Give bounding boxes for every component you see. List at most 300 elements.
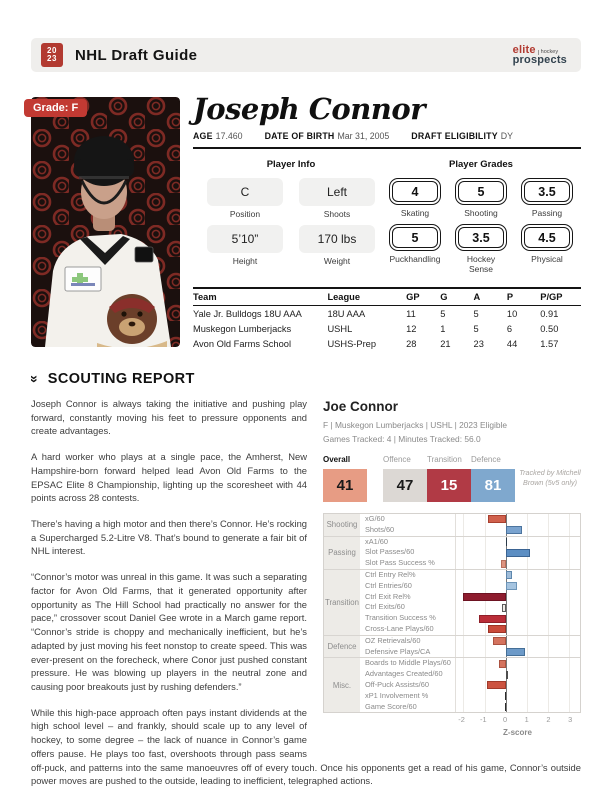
metric-label: Shots/60: [365, 524, 395, 534]
metric-label: Transition Success %: [365, 613, 436, 623]
info-cell: [207, 178, 283, 219]
summary-label: Defence: [471, 455, 501, 465]
gridline: [569, 547, 570, 558]
info-cell: [299, 225, 375, 266]
stats-column-header: Team: [193, 288, 327, 306]
gridline: [548, 613, 549, 624]
zero-line: [506, 702, 507, 713]
gridline: [569, 624, 570, 635]
gridline: [569, 658, 570, 669]
metric-label: Ctrl Entry Rel%: [365, 570, 416, 580]
stats-cell: 21: [440, 338, 451, 349]
gridline: [569, 636, 570, 647]
grade-cell: [455, 224, 507, 274]
metric-bar: [501, 560, 506, 568]
gridline: [527, 537, 528, 548]
season-stats-table: [193, 287, 581, 351]
gridline: [463, 658, 464, 669]
stats-row: [193, 306, 581, 322]
gridline: [548, 592, 549, 603]
metric-bar-area: [455, 592, 580, 603]
gridline: [527, 702, 528, 713]
gridline: [463, 613, 464, 624]
metric-group-rows: [360, 636, 580, 658]
gridline: [485, 570, 486, 581]
meta-label: DATE OF BIRTH: [264, 131, 335, 141]
metric-group: [324, 536, 580, 569]
gridline: [548, 691, 549, 702]
chart-summary-row: [323, 454, 581, 502]
report-paragraph: A hard worker who plays at a single pace, the Amherst, New Hampshire-born forward helped lead Avon Old Farms to the EPSAC Elite 8 Championship, lighting up the scoresheet with 44 points across 28 contests.: [31, 451, 307, 504]
axis-tick: 0: [502, 715, 508, 725]
metric-bar-area: [455, 570, 580, 581]
stats-row: [193, 321, 581, 336]
metric-bar: [487, 681, 506, 689]
double-chevron-icon: »: [26, 375, 43, 383]
metric-label: Boards to Middle Plays/60: [365, 658, 451, 668]
gridline: [569, 602, 570, 613]
meta-value: 17.460: [215, 131, 243, 141]
gridline: [569, 514, 570, 525]
metric-label: Game Score/60: [365, 701, 417, 711]
year-badge: [41, 43, 63, 67]
summary-label: Transition: [427, 455, 462, 465]
metric-bar-area: [455, 636, 580, 647]
zero-line: [506, 592, 507, 603]
grade-badge: Grade: F: [24, 99, 87, 117]
gridline: [548, 547, 549, 558]
gridline: [463, 525, 464, 536]
gridline: [569, 613, 570, 624]
gridline: [527, 613, 528, 624]
stats-cell: 0.50: [540, 323, 559, 334]
year-top: 20: [47, 45, 57, 55]
player-info-header: Player Info: [266, 159, 316, 170]
chart-x-axis: [323, 715, 581, 725]
gridline: [527, 669, 528, 680]
player-meta-row: [193, 131, 581, 141]
meta-item: [411, 131, 513, 141]
gridline: [463, 624, 464, 635]
metric-group-label: Passing: [324, 537, 360, 569]
gridline: [463, 558, 464, 569]
metric-bar-area: [455, 624, 580, 635]
stats-column-header: P/GP: [540, 288, 581, 306]
summary-label: Overall: [323, 455, 351, 465]
metric-row: [360, 647, 580, 658]
report-paragraph: While this high-pace approach often pays instant dividends at the high school level – and frankly, should scale up to any level of hockey, to some degree – the lack of nuance in Connor’s game offers pause. He plays too fast, overshoots through pass seams off-puck, and patterns into the same manoeuvres off of every touch. Once his opponents get a read of his game, Connor’s outside power moves are pushed to the outside, leading to inefficient, telegraphed actions.: [31, 706, 581, 787]
grade-label: Physical: [531, 254, 563, 264]
stats-cell: 18U AAA: [327, 308, 366, 319]
gridline: [569, 537, 570, 548]
metric-row: [360, 680, 580, 691]
gridline: [569, 647, 570, 658]
scouting-report-header: [26, 371, 581, 387]
grade-value: 3.5: [458, 227, 504, 248]
stats-cell: 23: [473, 338, 484, 349]
gridline: [485, 525, 486, 536]
gridline: [485, 702, 486, 713]
metric-group: [324, 657, 580, 712]
gridline: [485, 602, 486, 613]
stats-cell: Avon Old Farms School: [193, 338, 292, 349]
stats-cell: 1.57: [540, 338, 559, 349]
metric-group-rows: [360, 537, 580, 569]
grade-cell: [389, 178, 441, 218]
logo-elite-text: elite: [512, 43, 536, 56]
metric-label: Ctrl Entries/60: [365, 580, 412, 590]
summary-transition: [427, 454, 471, 502]
grade-value-box: [389, 224, 441, 251]
metric-group-rows: [360, 570, 580, 635]
gridline: [548, 581, 549, 592]
meta-item: [265, 131, 390, 141]
grade-label: Hockey Sense: [466, 254, 496, 274]
metric-group-rows: [360, 658, 580, 712]
stats-column-header: League: [327, 288, 406, 306]
gridline: [527, 680, 528, 691]
metric-row: [360, 691, 580, 702]
metric-bar-area: [455, 525, 580, 536]
metric-label: Advantages Created/60: [365, 669, 443, 679]
gridline: [527, 592, 528, 603]
metric-label: Ctrl Exit Rel%: [365, 591, 411, 601]
metric-label: Ctrl Exits/60: [365, 602, 405, 612]
info-value-box: C: [207, 178, 283, 206]
metric-bar: [506, 571, 512, 579]
guide-title: NHL Draft Guide: [75, 46, 198, 64]
metric-label: OZ Retrievals/60: [365, 635, 421, 645]
summary-label: Offence: [383, 455, 411, 465]
metric-row: [360, 602, 580, 613]
gridline: [569, 691, 570, 702]
gridline: [569, 680, 570, 691]
logo-prospects-text: prospects: [512, 53, 567, 66]
divider-rule: [193, 147, 581, 149]
zero-line: [506, 691, 507, 702]
stats-table-body: [193, 306, 581, 352]
gridline: [485, 558, 486, 569]
summary-defence: [471, 454, 515, 502]
grade-value: 5: [392, 227, 438, 248]
stats-header-row: [193, 288, 581, 306]
metric-row: [360, 525, 580, 536]
grade-label: Puckhandling: [389, 254, 441, 264]
eliteprospects-logo: [513, 45, 571, 66]
report-paragraph: There’s having a high motor and then there’s Connor. He’s rocking a Supercharged 5.2-Litre V8. That’s bound to generate a fair bit of NHL interest.: [31, 518, 307, 557]
gridline: [569, 525, 570, 536]
metric-label: Defensive Plays/CA: [365, 646, 431, 656]
stats-cell: 5: [473, 323, 479, 334]
grade-value: 4.5: [524, 227, 570, 248]
stats-column-header: P: [507, 288, 540, 306]
grade-label: Passing: [531, 208, 563, 218]
metric-bar-area: [455, 514, 580, 525]
metric-bar-area: [455, 669, 580, 680]
gridline: [548, 669, 549, 680]
gridline: [569, 570, 570, 581]
gridline: [463, 647, 464, 658]
metric-row: [360, 702, 580, 713]
metric-row: [360, 658, 580, 669]
gridline: [527, 581, 528, 592]
metric-group-label: Shooting: [324, 514, 360, 536]
stats-cell: 0.91: [540, 308, 559, 319]
gridline: [463, 547, 464, 558]
grade-value-box: [389, 178, 441, 205]
stats-cell: Muskegon Lumberjacks: [193, 323, 292, 334]
player-photo-illustration: [31, 97, 180, 347]
metric-bar: [488, 515, 506, 523]
chart-title: Joe Connor: [323, 399, 399, 414]
metric-group: [324, 514, 580, 536]
metric-group: [324, 635, 580, 658]
gridline: [463, 581, 464, 592]
stats-cell: 5: [440, 308, 446, 319]
gridline: [548, 680, 549, 691]
info-value-box: 170 lbs: [299, 225, 375, 253]
logo-hockey-text: hockey: [538, 50, 558, 56]
meta-item: [193, 131, 243, 141]
gridline: [548, 702, 549, 713]
gridline: [463, 702, 464, 713]
metric-row: [360, 669, 580, 680]
metric-bar-area: [455, 658, 580, 669]
grade-value-box: [521, 178, 573, 205]
metric-row: [360, 636, 580, 647]
metric-bar: [505, 692, 506, 700]
metric-bar-area: [455, 581, 580, 592]
zero-line: [506, 613, 507, 624]
summary-overall: [323, 454, 367, 502]
grade-value-box: [455, 178, 507, 205]
summary-value: 15: [427, 469, 471, 502]
metric-group-label: Misc.: [324, 658, 360, 712]
grade-cell: [521, 224, 573, 274]
metric-bar: [506, 549, 530, 557]
gridline: [527, 525, 528, 536]
stats-cell: 1: [440, 323, 446, 334]
grade-cell: [521, 178, 573, 218]
metric-row: [360, 624, 580, 635]
info-value-box: Left: [299, 178, 375, 206]
axis-tick: -1: [480, 715, 487, 725]
metric-bar-area: [455, 613, 580, 624]
metric-bar: [506, 538, 507, 546]
zero-line: [506, 602, 507, 613]
metric-label: Slot Passes/60: [365, 547, 415, 557]
metric-bar-area: [455, 547, 580, 558]
info-value-box: 5’10”: [207, 225, 283, 253]
gridline: [485, 624, 486, 635]
meta-label: AGE: [193, 131, 213, 141]
stats-cell: 6: [506, 323, 513, 334]
gridline: [463, 636, 464, 647]
info-cell: [207, 225, 283, 266]
summary-value: 47: [383, 469, 427, 502]
gridline: [527, 658, 528, 669]
gridline: [463, 514, 464, 525]
gridline: [485, 537, 486, 548]
metric-row: [360, 537, 580, 548]
metric-bar-area: [455, 558, 580, 569]
microstat-chart-card: [323, 397, 581, 745]
metric-label: xP1 Involvement %: [365, 690, 429, 700]
metric-bar: [493, 637, 506, 645]
metric-bar-area: [455, 537, 580, 548]
gridline: [527, 691, 528, 702]
gridline: [548, 570, 549, 581]
gridline: [463, 537, 464, 548]
gridline: [485, 658, 486, 669]
stats-row: [193, 336, 581, 351]
info-label: Position: [229, 209, 261, 219]
metric-row: [360, 570, 580, 581]
zero-line: [506, 558, 507, 569]
gridline: [485, 581, 486, 592]
player-grades-grid: [389, 178, 573, 274]
gridline: [527, 570, 528, 581]
chart-subtitle: F | Muskegon Lumberjacks | USHL | 2023 Eligible: [323, 419, 508, 430]
metric-bar-area: [455, 647, 580, 658]
grade-cell: [389, 224, 441, 274]
gridline: [569, 581, 570, 592]
gridline: [548, 636, 549, 647]
report-body: [31, 397, 581, 800]
gridline: [527, 602, 528, 613]
stats-cell: 10: [506, 308, 518, 319]
summary-value: 41: [323, 469, 367, 502]
zero-line: [506, 624, 507, 635]
player-info-column: [207, 159, 375, 274]
info-label: Height: [232, 256, 258, 266]
metric-bar-area: [455, 691, 580, 702]
gridline: [569, 669, 570, 680]
grade-cell: [455, 178, 507, 218]
axis-tick: 1: [524, 715, 529, 725]
metric-label: Slot Pass Success %: [365, 558, 435, 568]
metric-bar: [479, 615, 505, 623]
summary-offence: [383, 454, 427, 502]
gridline: [548, 525, 549, 536]
info-label: Shoots: [323, 209, 351, 219]
axis-tick-area: [454, 715, 581, 725]
gridline: [527, 624, 528, 635]
metric-bar: [505, 703, 506, 711]
microstat-table: [323, 513, 581, 713]
stats-column-header: G: [440, 288, 473, 306]
player-profile-section: [31, 92, 581, 351]
tracked-by-note: Tracked by Mitchell Brown (5v5 only): [519, 468, 581, 488]
grade-value: 4: [392, 181, 438, 202]
metric-group-rows: [360, 514, 580, 536]
gridline: [485, 647, 486, 658]
gridline: [527, 647, 528, 658]
grade-value-box: [455, 224, 507, 251]
metric-row: [360, 581, 580, 592]
zero-line: [506, 658, 507, 669]
report-paragraph: “Connor’s motor was unreal in this game. It was such a separating factor for Avon Old Farms, that it generated opportunity after opportunity as The Hill School had practically no answer for the pace,” crossover scout Daniel Gee wrote in a March game report. “Connor’s stride is choppy and mechanically inefficient, but he’s adapted by just moving his feet nonstop to create speed. This was ever-present on the forecheck, where Conor just pushed constant pressure. He was blowing up players in the neutral zone and causing poor breakouts just by rushing defenders.”: [31, 571, 307, 692]
gridline: [485, 514, 486, 525]
grade-value-box: [521, 224, 573, 251]
gridline: [569, 558, 570, 569]
gridline: [548, 514, 549, 525]
axis-tick: -2: [458, 715, 465, 725]
gridline: [527, 636, 528, 647]
gridline: [548, 624, 549, 635]
gridline: [485, 691, 486, 702]
zero-line: [506, 636, 507, 647]
gridline: [463, 570, 464, 581]
gridline: [463, 691, 464, 702]
gridline: [548, 602, 549, 613]
metric-bar: [506, 582, 518, 590]
stats-cell: 5: [473, 308, 479, 319]
metric-row: [360, 514, 580, 525]
grade-label: Shooting: [464, 208, 498, 218]
gridline: [527, 558, 528, 569]
metric-group: [324, 569, 580, 635]
metric-bar: [506, 526, 522, 534]
metric-bar: [502, 604, 506, 612]
scouting-report-title: SCOUTING REPORT: [47, 371, 195, 387]
metric-label: xA1/60: [365, 536, 389, 546]
player-photo: [31, 97, 180, 351]
stats-cell: Yale Jr. Bulldogs 18U AAA: [193, 308, 302, 319]
metric-row: [360, 592, 580, 603]
gridline: [548, 537, 549, 548]
zero-line: [506, 514, 507, 525]
zero-line: [506, 680, 507, 691]
gridline: [548, 558, 549, 569]
grade-value: 5: [458, 181, 504, 202]
gridline: [548, 658, 549, 669]
gridline: [485, 669, 486, 680]
stats-cell: USHS-Prep: [327, 338, 377, 349]
axis-tick: 3: [568, 715, 573, 725]
stats-cell: 44: [506, 338, 518, 349]
stats-cell: 28: [406, 338, 417, 349]
grade-value: 3.5: [524, 181, 570, 202]
metric-bar: [506, 671, 508, 679]
metric-row: [360, 547, 580, 558]
grade-label: Skating: [400, 208, 430, 218]
stats-cell: 11: [406, 308, 416, 319]
gridline: [527, 514, 528, 525]
gridline: [463, 669, 464, 680]
stats-cell: USHL: [327, 323, 353, 334]
metric-bar: [488, 625, 506, 633]
year-bottom: 23: [47, 54, 57, 63]
axis-tick: 2: [546, 715, 551, 725]
player-grades-header: Player Grades: [449, 159, 513, 170]
meta-label: DRAFT ELIGIBILITY: [411, 131, 498, 141]
metric-group-label: Transition: [324, 570, 360, 635]
gridline: [569, 592, 570, 603]
stats-column-header: GP: [406, 288, 440, 306]
player-name: Joseph Connor: [193, 92, 426, 126]
report-paragraph: Joseph Connor is always taking the initiative and pushing play forward, constantly moving his feet to pressure opponents and create advantages.: [31, 398, 307, 437]
gridline: [485, 547, 486, 558]
metric-group-label: Defence: [324, 636, 360, 658]
metric-label: Cross-Lane Plays/60: [365, 624, 434, 634]
gridline: [548, 647, 549, 658]
metric-label: Off-Puck Assists/60: [365, 680, 429, 690]
metric-label: xG/60: [365, 514, 385, 524]
metric-bar: [499, 660, 505, 668]
gridline: [463, 602, 464, 613]
gridline: [463, 680, 464, 691]
